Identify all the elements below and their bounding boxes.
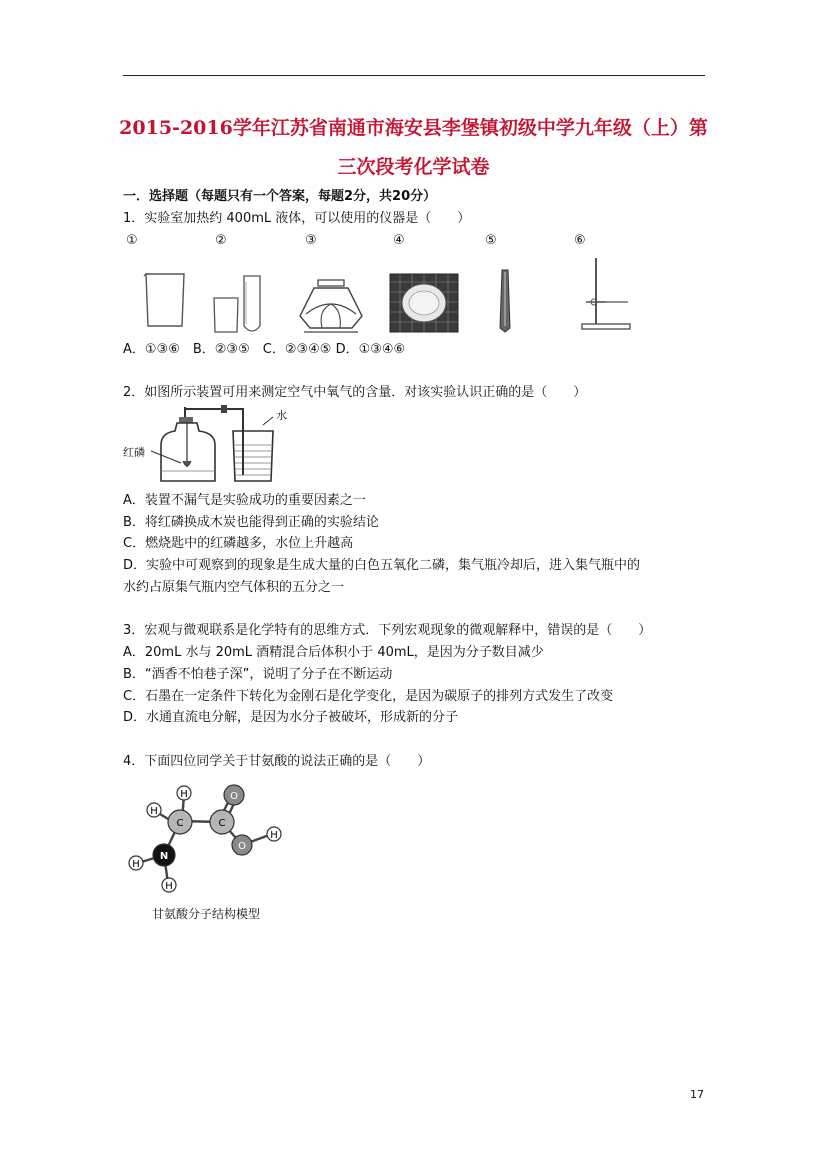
exam-title-line-2: 三次段考化学试卷 xyxy=(337,156,490,178)
test-tubes-icon xyxy=(208,274,268,334)
atom-h3: H xyxy=(270,830,278,841)
header-rule xyxy=(123,75,705,76)
atom-h4: H xyxy=(132,859,140,870)
oxygen-measurement-apparatus xyxy=(123,405,288,485)
q2-option-d-line-2: 水约占原集气瓶内空气体积的五分之一 xyxy=(123,580,345,595)
atom-o2: O xyxy=(238,841,246,852)
glycine-molecule-model xyxy=(120,775,300,900)
q2-option-c: C．燃烧匙中的红磷越多，水位上升越高 xyxy=(123,536,354,551)
red-phosphorus-label: 红磷 xyxy=(123,446,145,459)
q1-stem: 1．实验室加热约 400mL 液体，可以使用的仪器是（ ） xyxy=(123,211,471,226)
q2-option-b: B．将红磷换成木炭也能得到正确的实验结论 xyxy=(123,515,379,530)
atom-h2: H xyxy=(180,789,188,800)
evaporating-setup-icon xyxy=(296,274,366,336)
atom-h1: H xyxy=(150,806,158,817)
q1-label-6: ⑥ xyxy=(574,233,586,248)
q1-label-1: ① xyxy=(126,233,138,248)
q3-stem: 3．宏观与微观联系是化学特有的思维方式．下列宏观现象的微观解释中，错误的是（ ） xyxy=(123,623,652,638)
q2-stem: 2．如图所示装置可用来测定空气中氧气的含量．对该实验认识正确的是（ ） xyxy=(123,385,587,400)
atom-c2: C xyxy=(218,818,226,829)
q1-options: A．①③⑥ B．②③⑤ C．②③④⑤ D．①③④⑥ xyxy=(123,342,406,357)
test-tube-holder-icon xyxy=(492,268,520,334)
atom-h5: H xyxy=(165,881,173,892)
q3-option-a: A．20mL 水与 20mL 酒精混合后体积小于 40mL，是因为分子数目减少 xyxy=(123,645,544,660)
q3-option-d: D．水通直流电分解，是因为水分子被破坏，形成新的分子 xyxy=(123,710,459,725)
q2-option-a: A．装置不漏气是实验成功的重要因素之一 xyxy=(123,493,366,508)
q1-label-5: ⑤ xyxy=(485,233,497,248)
asbestos-gauze-icon xyxy=(388,272,460,334)
atom-c1: C xyxy=(176,818,184,829)
q1-label-3: ③ xyxy=(305,233,317,248)
section-heading: 一．选择题（每题只有一个答案，每题2分，共20分） xyxy=(123,189,437,204)
q3-option-b: B．“酒香不怕巷子深”，说明了分子在不断运动 xyxy=(123,667,393,682)
exam-title-line-1: 2015-2016学年江苏省南通市海安县李堡镇初级中学九年级（上）第 xyxy=(119,117,708,139)
q1-label-4: ④ xyxy=(393,233,405,248)
q2-option-d-line-1: D．实验中可观察到的现象是生成大量的白色五氧化二磷，集气瓶冷却后，进入集气瓶中的 xyxy=(123,558,641,573)
q4-figure-caption: 甘氨酸分子结构模型 xyxy=(152,907,261,921)
iron-stand-icon xyxy=(576,256,636,334)
q3-option-c: C．石墨在一定条件下转化为金刚石是化学变化，是因为碳原子的排列方式发生了改变 xyxy=(123,689,614,704)
page-number: 17 xyxy=(690,1088,704,1101)
atom-n: N xyxy=(159,851,169,862)
atom-o1: O xyxy=(230,791,238,802)
beaker-icon xyxy=(140,268,190,332)
water-label: 水 xyxy=(276,409,287,422)
q1-label-2: ② xyxy=(215,233,227,248)
q4-stem: 4．下面四位同学关于甘氨酸的说法正确的是（ ） xyxy=(123,754,431,769)
